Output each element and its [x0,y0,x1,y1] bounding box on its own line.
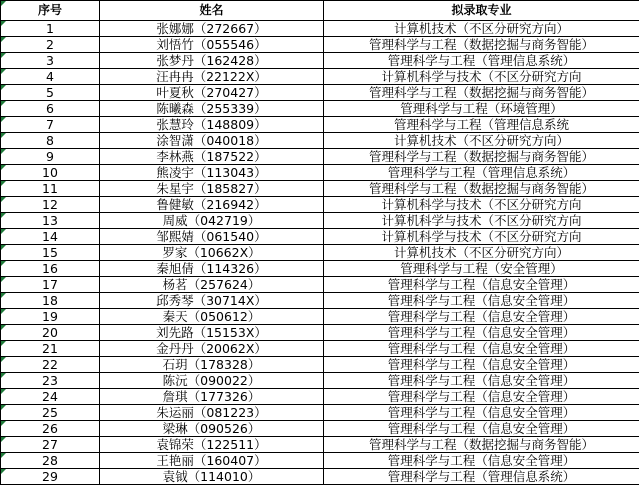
cell-student-name[interactable]: 袁锦荣（122511） [100,437,324,453]
cell-serial-number[interactable]: 14 [1,229,100,245]
cell-student-name[interactable]: 梁琳（090526） [100,421,324,437]
cell-student-name[interactable]: 邹熙婧（061540） [100,229,324,245]
table-row [1,101,639,117]
cell-admitted-major[interactable]: 管理科学与工程（信息安全管理） [324,373,639,389]
cell-admitted-major[interactable]: 计算机技术（不区分研究方向） [324,21,639,37]
cell-admitted-major[interactable]: 管理科学与工程（管理信息系统） [324,469,639,485]
table-row [1,341,639,357]
cell-serial-number[interactable]: 25 [1,405,100,421]
cell-admitted-major[interactable]: 管理科学与工程（数据挖掘与商务智能） [324,37,639,53]
table-row [1,165,639,181]
cell-student-name[interactable]: 汪冉冉（22122X） [100,69,324,85]
cell-admitted-major[interactable]: 管理科学与工程（信息安全管理） [324,293,639,309]
table-row [1,69,639,85]
table-row [1,373,639,389]
cell-admitted-major[interactable]: 管理科学与工程（信息安全管理） [324,277,639,293]
table-row [1,213,639,229]
cell-student-name[interactable]: 李林燕（187522） [100,149,324,165]
cell-student-name[interactable]: 秦天（050612） [100,309,324,325]
cell-serial-number[interactable]: 27 [1,437,100,453]
cell-serial-number[interactable]: 10 [1,165,100,181]
cell-student-name[interactable]: 陈曦森（255339） [100,101,324,117]
table-row [1,181,639,197]
cell-student-name[interactable]: 金丹丹（20062X） [100,341,324,357]
table-row [1,469,639,485]
cell-admitted-major[interactable]: 计算机技术（不区分研究方向） [324,245,639,261]
table-row [1,325,639,341]
table-row [1,277,639,293]
cell-student-name[interactable]: 朱运丽（081223） [100,405,324,421]
cell-admitted-major[interactable]: 管理科学与工程（数据挖掘与商务智能） [324,437,639,453]
table-row [1,245,639,261]
table-body [1,21,639,485]
cell-admitted-major[interactable]: 计算机科学与技术（不区分研究方向 [324,197,639,213]
header-name[interactable]: 姓名 [100,1,324,21]
cell-student-name[interactable]: 叶夏秋（270427） [100,85,324,101]
cell-serial-number[interactable]: 19 [1,309,100,325]
table-row [1,389,639,405]
cell-admitted-major[interactable]: 管理科学与工程（信息安全管理） [324,453,639,469]
table-row [1,149,639,165]
table-row [1,229,639,245]
cell-admitted-major[interactable]: 计算机科学与技术（不区分研究方向 [324,213,639,229]
cell-admitted-major[interactable]: 管理科学与工程（数据挖掘与商务智能） [324,149,639,165]
cell-serial-number[interactable]: 23 [1,373,100,389]
table-row [1,309,639,325]
cell-student-name[interactable]: 陈沅（090022） [100,373,324,389]
cell-serial-number[interactable]: 1 [1,21,100,37]
cell-serial-number[interactable]: 13 [1,213,100,229]
cell-student-name[interactable]: 邱秀琴（30714X） [100,293,324,309]
cell-student-name[interactable]: 鲁健敏（216942） [100,197,324,213]
cell-student-name[interactable]: 石玥（178328） [100,357,324,373]
cell-serial-number[interactable]: 21 [1,341,100,357]
cell-admitted-major[interactable]: 管理科学与工程（数据挖掘与商务智能） [324,181,639,197]
cell-serial-number[interactable]: 15 [1,245,100,261]
cell-student-name[interactable]: 刘先路（15153X） [100,325,324,341]
cell-serial-number[interactable]: 6 [1,101,100,117]
cell-serial-number[interactable]: 4 [1,69,100,85]
cell-student-name[interactable]: 张娜娜（272667） [100,21,324,37]
header-row [1,1,639,21]
cell-admitted-major[interactable]: 管理科学与工程（数据挖掘与商务智能） [324,85,639,101]
table-row [1,453,639,469]
cell-admitted-major[interactable]: 管理科学与工程（信息安全管理） [324,325,639,341]
cell-student-name[interactable]: 詹琪（177326） [100,389,324,405]
table-row [1,53,639,69]
cell-serial-number[interactable]: 9 [1,149,100,165]
table-row [1,293,639,309]
table-row [1,117,639,133]
table-row [1,37,639,53]
cell-serial-number[interactable]: 20 [1,325,100,341]
cell-student-name[interactable]: 秦旭倩（114326） [100,261,324,277]
cell-admitted-major[interactable]: 管理科学与工程（信息安全管理） [324,309,639,325]
cell-student-name[interactable]: 王艳丽（160407） [100,453,324,469]
cell-admitted-major[interactable]: 计算机技术（不区分研究方向） [324,133,639,149]
cell-admitted-major[interactable]: 管理科学与工程（管理信息系统） [324,165,639,181]
cell-admitted-major[interactable]: 计算机科学与技术（不区分研究方向 [324,229,639,245]
table-row [1,421,639,437]
cell-student-name[interactable]: 刘悟竹（055546） [100,37,324,53]
cell-serial-number[interactable]: 11 [1,181,100,197]
cell-admitted-major[interactable]: 管理科学与工程（信息安全管理） [324,405,639,421]
cell-admitted-major[interactable]: 管理科学与工程（信息安全管理） [324,421,639,437]
table-row [1,133,639,149]
cell-serial-number[interactable]: 8 [1,133,100,149]
cell-serial-number[interactable]: 16 [1,261,100,277]
table-row [1,405,639,421]
cell-student-name[interactable]: 朱星宇（185827） [100,181,324,197]
cell-serial-number[interactable]: 28 [1,453,100,469]
table-header [1,1,639,21]
cell-admitted-major[interactable]: 管理科学与工程（安全管理） [324,261,639,277]
cell-serial-number[interactable]: 29 [1,469,100,485]
cell-serial-number[interactable]: 2 [1,37,100,53]
cell-serial-number[interactable]: 7 [1,117,100,133]
table-row [1,197,639,213]
cell-serial-number[interactable]: 3 [1,53,100,69]
cell-student-name[interactable]: 袁钺（114010） [100,469,324,485]
table-row [1,21,639,37]
table-row [1,85,639,101]
cell-serial-number[interactable]: 17 [1,277,100,293]
cell-admitted-major[interactable]: 计算机科学与技术（不区分研究方向 [324,69,639,85]
cell-admitted-major[interactable]: 管理科学与工程（信息安全管理） [324,357,639,373]
cell-student-name[interactable]: 罗家（10662X） [100,245,324,261]
cell-admitted-major[interactable]: 管理科学与工程（环境管理） [324,101,639,117]
cell-admitted-major[interactable]: 管理科学与工程（管理信息系统） [324,53,639,69]
cell-student-name[interactable]: 张梦丹（162428） [100,53,324,69]
cell-admitted-major[interactable]: 管理科学与工程（信息安全管理） [324,341,639,357]
table-row [1,437,639,453]
cell-serial-number[interactable]: 18 [1,293,100,309]
cell-student-name[interactable]: 涂智潇（040018） [100,133,324,149]
table-row [1,261,639,277]
header-major[interactable]: 拟录取专业 [324,1,639,21]
cell-serial-number[interactable]: 24 [1,389,100,405]
header-no[interactable]: 序号 [1,1,100,21]
cell-serial-number[interactable]: 26 [1,421,100,437]
table-row [1,357,639,373]
cell-student-name[interactable]: 周威（042719） [100,213,324,229]
cell-student-name[interactable]: 熊凌宇（113043） [100,165,324,181]
cell-admitted-major[interactable]: 管理科学与工程（信息安全管理） [324,389,639,405]
cell-serial-number[interactable]: 22 [1,357,100,373]
cell-admitted-major[interactable]: 管理科学与工程（管理信息系统 [324,117,639,133]
cell-student-name[interactable]: 张慧玲（148809） [100,117,324,133]
cell-serial-number[interactable]: 5 [1,85,100,101]
cell-student-name[interactable]: 杨茗（257624） [100,277,324,293]
cell-serial-number[interactable]: 12 [1,197,100,213]
